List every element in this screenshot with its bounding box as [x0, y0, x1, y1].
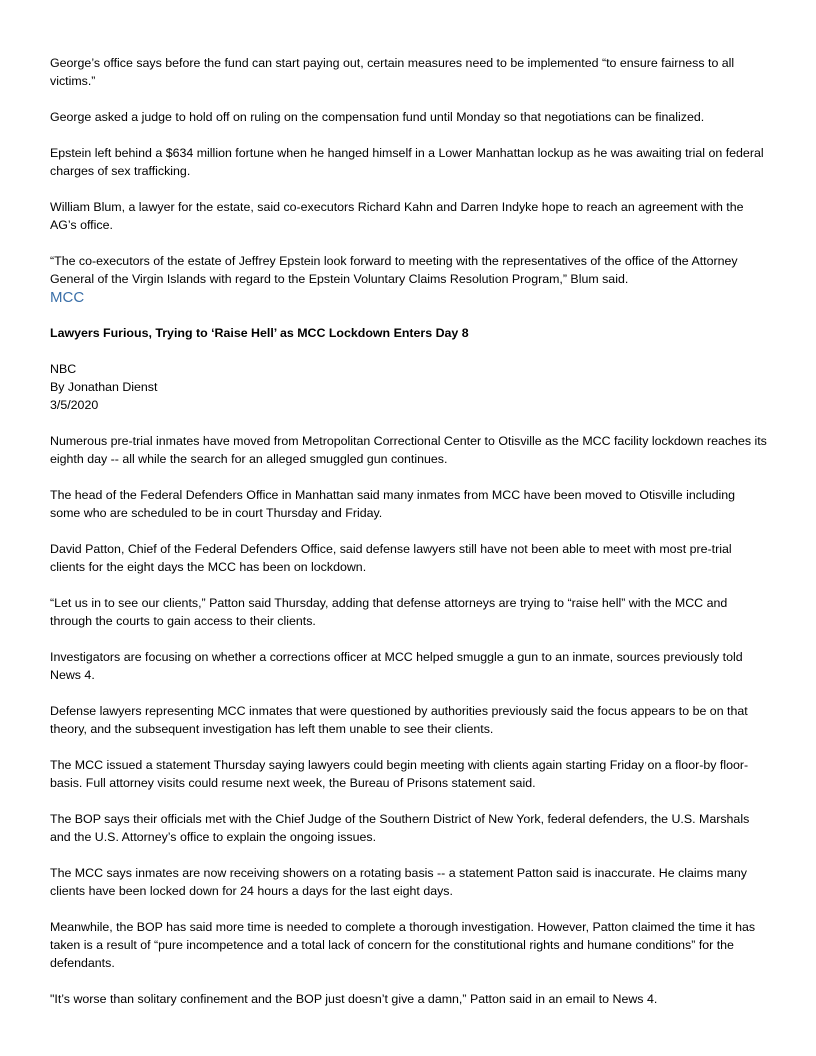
article-paragraph: “Let us in to see our clients,” Patton said Thursday, adding that defense attorneys are trying to “raise hell” with the MCC and through the courts to gain access to their clients.	[50, 596, 728, 628]
document-page	[50, 54, 768, 1008]
intro-paragraph: George’s office says before the fund can start paying out, certain measures need to be implemented “to ensure fairness to all victims.”	[50, 56, 735, 88]
article-source: NBC	[50, 362, 77, 376]
article-headline: Lawyers Furious, Trying to ‘Raise Hell’ as MCC Lockdown Enters Day 8	[50, 326, 469, 340]
article-paragraph: Numerous pre-trial inmates have moved from Metropolitan Correctional Center to Otisville as the MCC facility lockdown reaches its eighth day -- all while the search for an alleged smuggled gun continues.	[50, 434, 767, 466]
article-paragraph: The MCC says inmates are now receiving showers on a rotating basis -- a statement Patton said is inaccurate. He claims many clients have been locked down for 24 hours a days for the last eight days.	[50, 866, 747, 898]
article-paragraph: The MCC issued a statement Thursday saying lawyers could begin meeting with clients again starting Friday on a floor-by floor-basis. Full attorney visits could resume next week, the Bureau of Prisons statement said.	[50, 758, 749, 790]
article-paragraph: Defense lawyers representing MCC inmates that were questioned by authorities previously said the focus appears to be on that theory, and the subsequent investigation has left them unable to see their clients.	[50, 704, 748, 736]
intro-paragraph: George asked a judge to hold off on ruling on the compensation fund until Monday so that negotiations can be finalized.	[50, 110, 705, 124]
intro-paragraph: Epstein left behind a $634 million fortune when he hanged himself in a Lower Manhattan lockup as he was awaiting trial on federal charges of sex trafficking.	[50, 146, 764, 178]
article-paragraph: The head of the Federal Defenders Office in Manhattan said many inmates from MCC have been moved to Otisville including some who are scheduled to be in court Thursday and Friday.	[50, 488, 736, 520]
article-meta	[50, 360, 768, 414]
intro-paragraph: “The co-executors of the estate of Jeffrey Epstein look forward to meeting with the representatives of the office of the Attorney General of the Virgin Islands with regard to the Epstein Voluntary Claims Resolution Program,” Blum said.	[50, 254, 738, 286]
article-paragraph: The BOP says their officials met with the Chief Judge of the Southern District of New York, federal defenders, the U.S. Marshals and the U.S. Attorney’s office to explain the ongoing issues.	[50, 812, 750, 844]
article-paragraph: "It’s worse than solitary confinement and the BOP just doesn’t give a damn,” Patton said in an email to News 4.	[50, 992, 658, 1006]
article-date: 3/5/2020	[50, 398, 99, 412]
article-paragraph: Meanwhile, the BOP has said more time is needed to complete a thorough investigation. However, Patton claimed the time it has taken is a result of “pure incompetence and a total lack of concern for the constitutional rights and humane conditions” for the defendants.	[50, 920, 756, 970]
article-paragraph: Investigators are focusing on whether a corrections officer at MCC helped smuggle a gun to an inmate, sources previously told News 4.	[50, 650, 743, 682]
section-heading: MCC	[50, 289, 85, 306]
intro-paragraph: William Blum, a lawyer for the estate, said co-executors Richard Kahn and Darren Indyke hope to reach an agreement with the AG’s office.	[50, 200, 744, 232]
article-byline: By Jonathan Dienst	[50, 380, 158, 394]
article-paragraph: David Patton, Chief of the Federal Defenders Office, said defense lawyers still have not been able to meet with most pre-trial clients for the eight days the MCC has been on lockdown.	[50, 542, 732, 574]
